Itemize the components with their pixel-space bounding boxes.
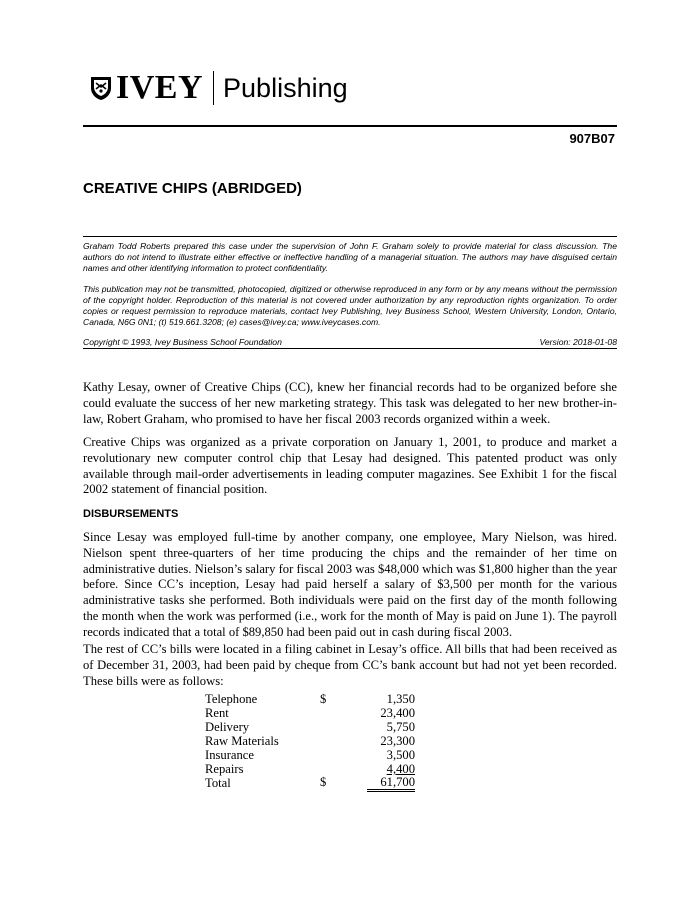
paragraph-intro: Kathy Lesay, owner of Creative Chips (CC), knew her financial records had to be organized before she could evaluate the success of her new marketing strategy. This task was delegated to her new brother-in-law, Robert Graham, who promised to have her fiscal 2003 records organized within a week. — [83, 380, 617, 426]
logo-ivey-word: IVEY — [116, 69, 204, 106]
bill-total-value: 61,700 — [380, 775, 415, 789]
bill-amount — [320, 692, 415, 706]
header-rule — [83, 125, 617, 127]
paragraph-bills: The rest of CC’s bills were located in a filing cabinet in Lesay’s office. All bills that had been received as of December 31, 2003, had been paid by cheque from CC’s bank account but had not yet been recorded. These bills were as follows: — [83, 642, 617, 688]
paragraph-company: Creative Chips was organized as a private corporation on January 1, 2001, to produce and market a revolutionary new computer control chip that Lesay had designed. This patented product was only available through mail-order advertisements in leading computer magazines. See Exhibit 1 for the fiscal 2002 statement of financial position. — [83, 435, 617, 497]
bill-total-row — [205, 776, 415, 790]
paragraph-payroll: Since Lesay was employed full-time by another company, one employee, Mary Nielson, was hired. Nielson spent three-quarters of her time producing the chips and the remainder of her time on administrative duties. Nielson’s salary for fiscal 2003 was $48,000 which was $1,800 higher than the year before. Since CC’s inception, Lesay had paid herself a salary of $3,500 per month for the various administrative tasks she performed. Both individuals were paid on the first day of the month following the month when the work was performed (i.e., work for the month of May is paid on June 1). The payroll records indicated that a total of $89,850 had been paid out in cash during fiscal 2003. — [83, 530, 617, 639]
bill-label: Insurance — [205, 748, 254, 762]
copyright-row — [83, 337, 617, 347]
bill-label: Rent — [205, 706, 229, 720]
logo-publishing-word: Publishing — [223, 72, 348, 103]
bill-row — [205, 720, 415, 734]
bill-label: Raw Materials — [205, 734, 279, 748]
notes-bottom-rule — [83, 348, 617, 349]
bill-amount: 23,300 — [380, 734, 415, 748]
bill-label: Repairs — [205, 762, 244, 776]
version-text: Version: 2018-01-08 — [539, 337, 617, 347]
section-heading-disbursements: DISBURSEMENTS — [83, 508, 179, 520]
currency-symbol: $ — [320, 692, 327, 706]
currency-symbol: $ — [320, 775, 327, 789]
logo-divider — [213, 71, 214, 105]
authorship-note: Graham Todd Roberts prepared this case under the supervision of John F. Graham solely to provide material for class discussion. The authors do not intend to illustrate either effective or ineffective handling of a managerial situation. The authors may have disguised certain names and other identifying information to protect confidentiality. — [83, 241, 617, 273]
bill-row — [205, 692, 415, 706]
bill-label: Telephone — [205, 692, 258, 706]
copyright-text: Copyright © 1993, Ivey Business School Foundation — [83, 337, 282, 347]
bill-amount-value: 1,350 — [386, 692, 415, 706]
bills-table — [205, 692, 415, 790]
bill-amount: 5,750 — [386, 720, 415, 734]
ivey-publishing-logo — [90, 68, 348, 108]
case-title: CREATIVE CHIPS (ABRIDGED) — [83, 180, 302, 197]
ivey-crest-icon — [90, 75, 112, 101]
bill-amount: 3,500 — [386, 748, 415, 762]
bill-amount: 4,400 — [386, 762, 415, 776]
bill-total-label: Total — [205, 776, 231, 790]
bill-amount: 23,400 — [380, 706, 415, 720]
permission-note: This publication may not be transmitted, photocopied, digitized or otherwise reproduced in any form or by any means without the permission of the copyright holder. Reproduction of this material is not covered under authorization by any reproduction rights organization. To order copies or request permission to reproduce materials, contact Ivey Publishing, Ivey Business School, Western University, London, Ontario, Canada, N6G 0N1; (t) 519.661.3208; (e) cases@ivey.ca; www.iveycases.com. — [83, 284, 617, 327]
bill-row — [205, 706, 415, 720]
notes-top-rule — [83, 236, 617, 237]
bill-row — [205, 734, 415, 748]
bill-row — [205, 748, 415, 762]
bill-label: Delivery — [205, 720, 250, 734]
case-code: 907B07 — [569, 131, 615, 146]
bill-total-amount — [320, 775, 415, 792]
bill-row — [205, 762, 415, 776]
